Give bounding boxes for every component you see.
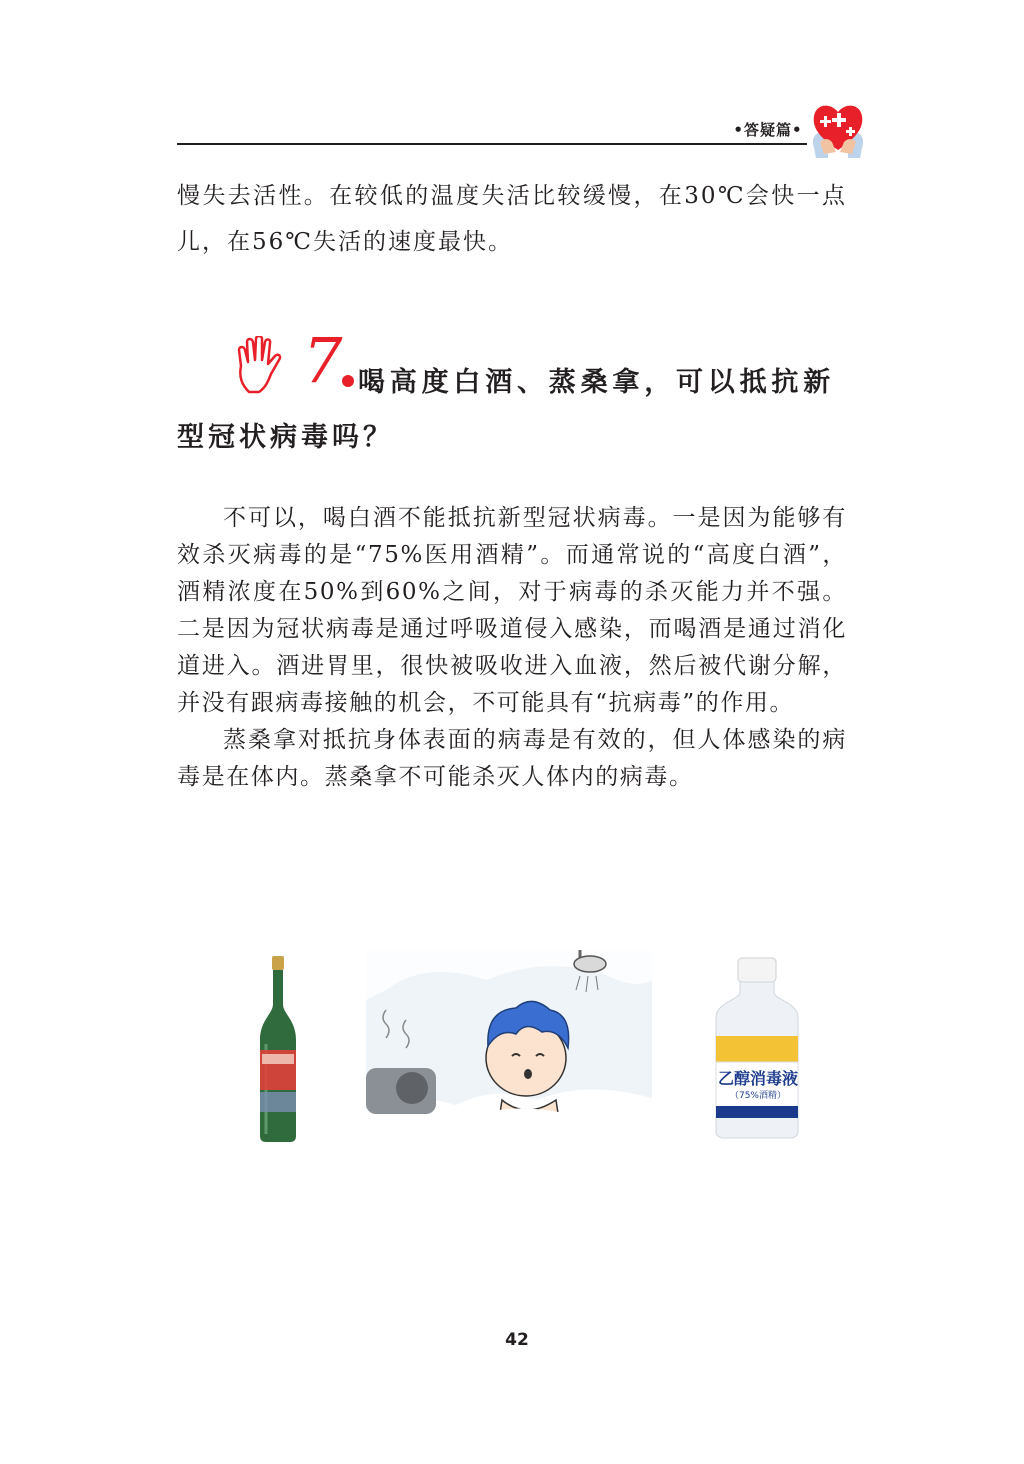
page-number: 42 — [505, 1330, 529, 1350]
disinfectant-alcohol-bottle-image — [712, 956, 802, 1140]
sauna-cartoon-image — [366, 950, 652, 1140]
alcohol-bottle-sublabel: （75%酒精） — [729, 1091, 786, 1101]
question-title-line2: 型冠状病毒吗？ — [177, 422, 394, 453]
raised-hand-icon — [235, 336, 291, 396]
continuation-paragraph: 慢失去活性。在较低的温度失活比较缓慢，在30℃会快一点儿，在56℃失活的速度最快。 — [177, 183, 847, 255]
question-number: 7 — [303, 324, 343, 397]
question-number-dot — [342, 375, 354, 387]
answer-paragraph-1: 不可以，喝白酒不能抵抗新型冠状病毒。一是因为能够有效杀灭病毒的是“75%医用酒精”。而通常说的“高度白酒”，酒精浓度在50%到60%之间，对于病毒的杀灭能力并不强。二是因为冠状病毒是通过呼吸道侵入感染，而喝酒是通过消化道进入。酒进胃里，很快被吸收进入血液，然后被代谢分解，并没有跟病毒接触的机会，不可能具有“抗病毒”的作用。 — [177, 505, 847, 716]
section-label: •答疑篇• — [733, 121, 803, 139]
answer-paragraph-2: 蒸桑拿对抵抗身体表面的病毒是有效的，但人体感染的病毒是在体内。蒸桑拿不可能杀灭人体内的病毒。 — [177, 727, 847, 790]
header-rule — [177, 143, 807, 145]
question-title-line1: 喝高度白酒、蒸桑拿，可以抵抗新 — [358, 367, 835, 398]
answer-body — [177, 500, 847, 796]
alcohol-bottle-label: 乙醇消毒液 — [718, 1069, 799, 1088]
liquor-bottle-image — [248, 954, 308, 1144]
heart-hands-logo — [806, 96, 870, 162]
